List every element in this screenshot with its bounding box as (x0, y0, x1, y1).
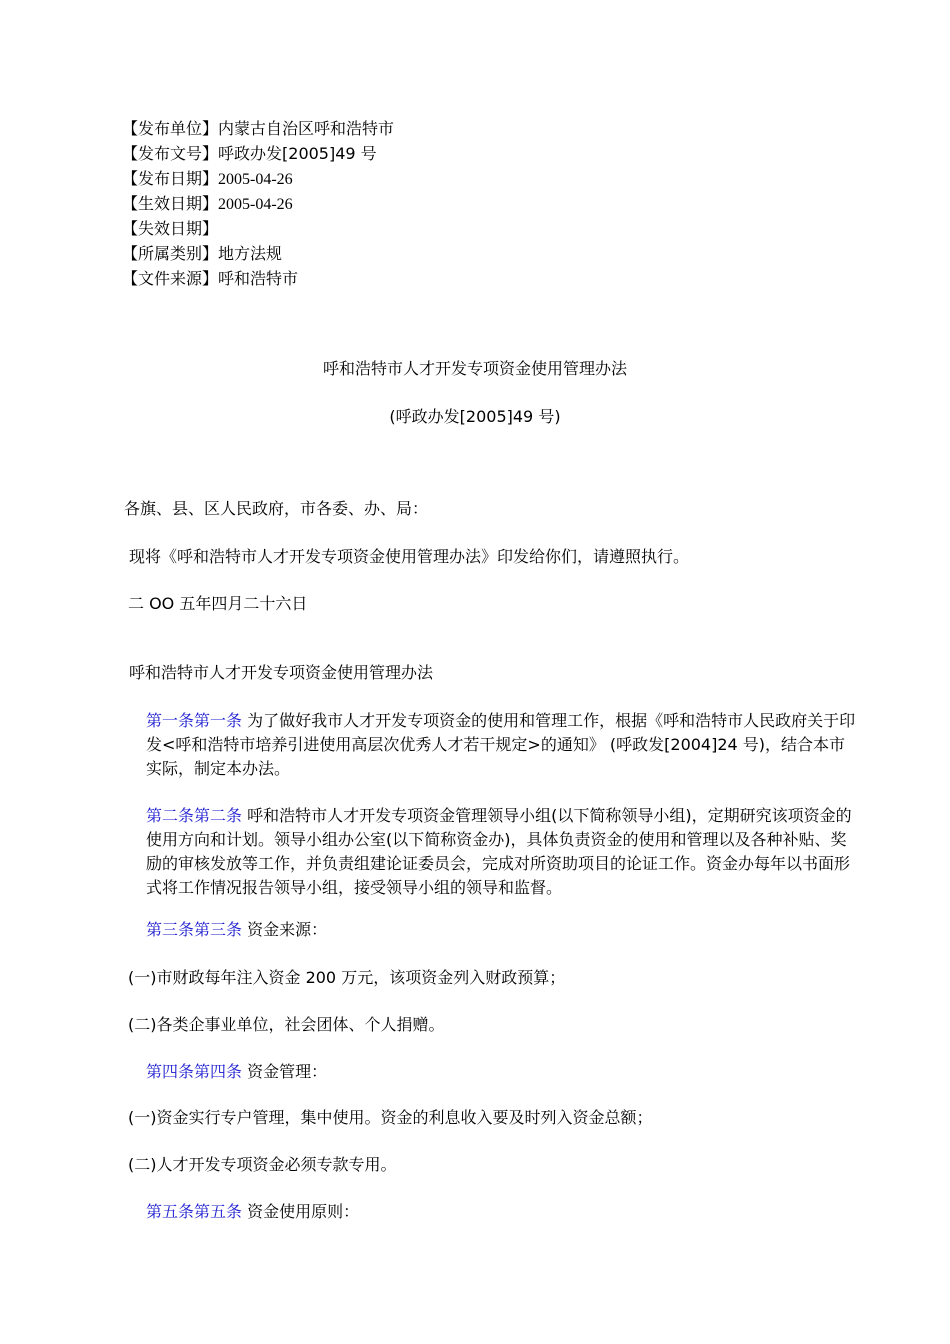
meta-category (122, 241, 722, 266)
meta-value: 呼政办发[2005]49 号 (218, 144, 377, 163)
document-title: 呼和浩特市人才开发专项资金使用管理办法 (322, 359, 627, 378)
article-label: 第五条第五条 (146, 1202, 243, 1221)
meta-label: 【所属类别】 (122, 244, 219, 263)
meta-label: 【文件来源】 (122, 269, 219, 288)
salutation: 各旗、县、区人民政府，市各委、办、局： (124, 499, 429, 518)
meta-label: 【生效日期】 (122, 194, 219, 213)
article-1 (124, 709, 856, 781)
article-3-item-1: (一)市财政每年注入资金 200 万元，该项资金列入财政预算； (128, 968, 566, 987)
meta-effective-date (122, 191, 722, 216)
meta-label: 【发布文号】 (122, 144, 219, 163)
article-4-item-1: (一)资金实行专户管理，集中使用。资金的利息收入要及时列入资金总额； (128, 1108, 653, 1127)
article-3 (124, 918, 856, 942)
meta-label: 【发布单位】 (122, 119, 219, 138)
meta-value: 地方法规 (218, 244, 283, 263)
issue-date-text: 二 OO 五年四月二十六日 (128, 594, 308, 613)
article-3-item-2: (二)各类企事业单位，社会团体、个人捐赠。 (128, 1015, 445, 1034)
article-4-item-2: (二)人才开发专项资金必须专款专用。 (128, 1155, 397, 1174)
article-label: 第二条第二条 (146, 806, 243, 825)
notice-text: 现将《呼和浩特市人才开发专项资金使用管理办法》印发给你们，请遵照执行。 (129, 547, 690, 566)
article-label: 第四条第四条 (146, 1062, 243, 1081)
article-5 (124, 1200, 856, 1224)
meta-issue-date (122, 166, 722, 191)
article-4 (124, 1060, 856, 1084)
article-label: 第三条第三条 (146, 920, 243, 939)
meta-value: 呼和浩特市 (218, 269, 299, 288)
meta-value: 2005-04-26 (218, 171, 293, 188)
meta-value: 2005-04-26 (218, 196, 293, 213)
article-label: 第一条第一条 (146, 711, 243, 730)
article-text: 资金使用原则： (242, 1202, 360, 1221)
meta-expiry-date (122, 216, 722, 241)
meta-doc-number (122, 141, 722, 166)
article-text: 资金管理： (242, 1062, 328, 1081)
meta-label: 【发布日期】 (122, 169, 219, 188)
article-2 (124, 804, 856, 900)
meta-value: 内蒙古自治区呼和浩特市 (218, 119, 395, 138)
article-text: 资金来源： (242, 920, 328, 939)
meta-label: 【失效日期】 (122, 219, 219, 238)
metadata-block (122, 116, 722, 291)
article-text: 为了做好我市人才开发专项资金的使用和管理工作，根据《呼和浩特市人民政府关于印发<呼和浩特市培养引进使用高层次优秀人才若干规定>的通知》 (呼政发[2004]24 号)，结合本市实际，制定本办法。 (146, 711, 856, 778)
document-number: (呼政办发[2005]49 号) (389, 407, 561, 426)
section-title: 呼和浩特市人才开发专项资金使用管理办法 (129, 663, 434, 682)
article-text: 呼和浩特市人才开发专项资金管理领导小组(以下简称领导小组)，定期研究该项资金的使用方向和计划。领导小组办公室(以下简称资金办)，具体负责资金的使用和管理以及各种补贴、奖励的审核发放等工作，并负责组建论证委员会，完成对所资助项目的论证工作。资金办每年以书面形式将工作情况报告领导小组，接受领导小组的领导和监督。 (146, 806, 852, 897)
meta-source (122, 266, 722, 291)
meta-issuer (122, 116, 722, 141)
